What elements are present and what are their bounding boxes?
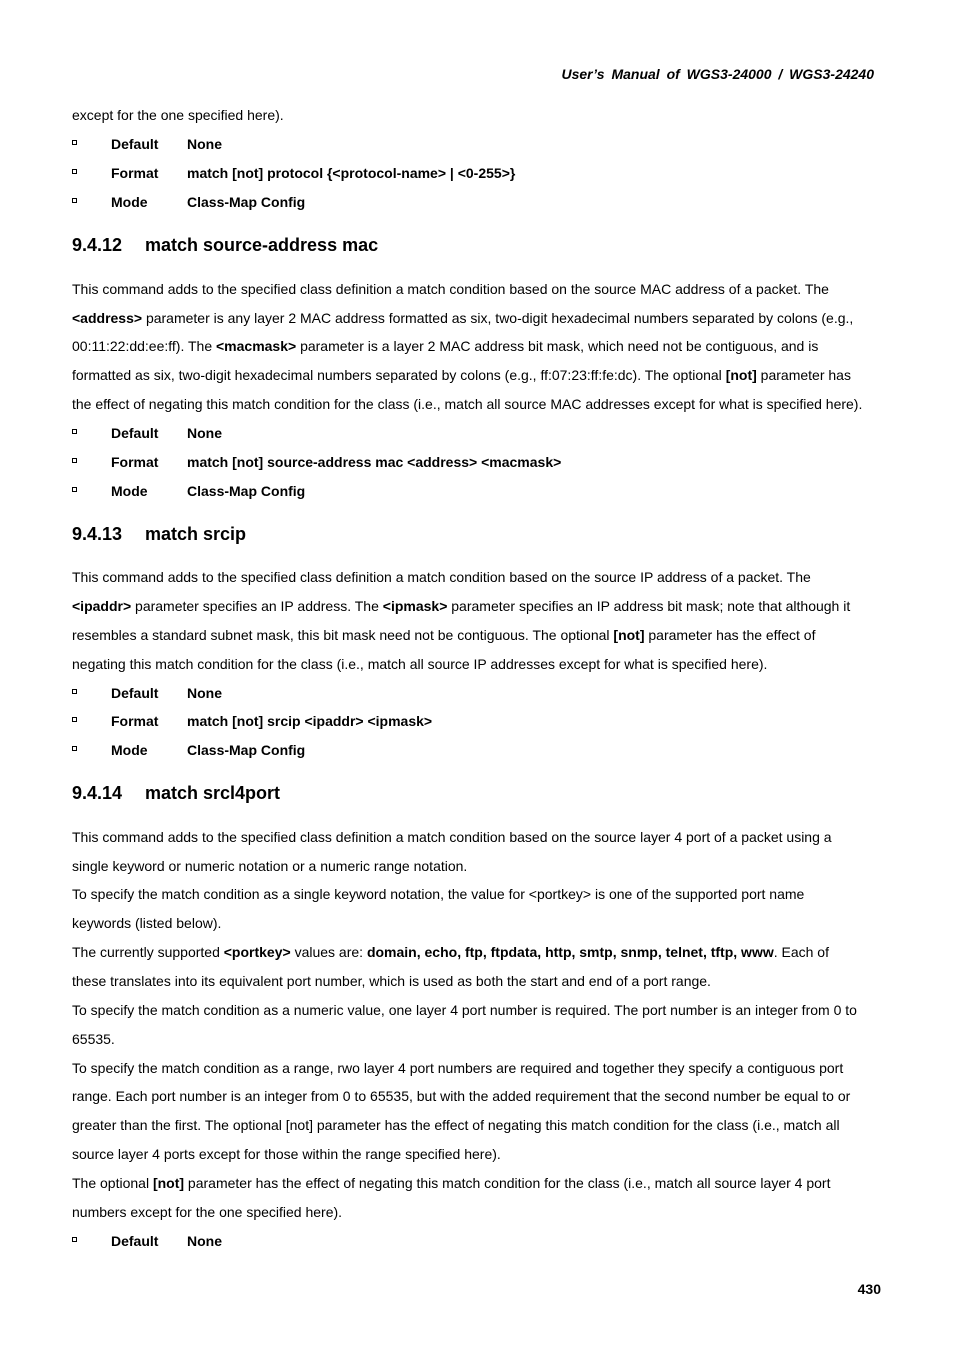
section-heading: 9.4.13 match srcip: [72, 524, 247, 544]
paragraph-line: numbers except for the one specified here).: [72, 1204, 343, 1220]
paragraph-line: keywords (listed below).: [72, 915, 222, 931]
paragraph-line: This command adds to the specified class definition a match condition based on the source IP address of a packet. The: [72, 569, 811, 585]
bullet-icon: [72, 717, 77, 722]
paragraph-line: The optional [not] parameter has the effect of negating this match condition for the class (i.e., match all source layer 4 port: [72, 1175, 831, 1191]
paragraph-line: This command adds to the specified class definition a match condition based on the source layer 4 port of a packet using a: [72, 829, 832, 845]
paragraph-line: To specify the match condition as a range, rwo layer 4 port numbers are required and together they specify a contiguous port: [72, 1060, 844, 1076]
paragraph-line: The currently supported <portkey> values are: domain, echo, ftp, ftpdata, http, smtp, snmp, telnet, tftp, www. Each of: [72, 944, 829, 960]
paragraph-line: source layer 4 ports except for those within the range specified here).: [72, 1146, 501, 1162]
paragraph-line: 65535.: [72, 1031, 115, 1047]
bullet-icon: [72, 169, 77, 174]
page-number: 430: [857, 1281, 881, 1297]
document-header: User’s Manual of WGS3-24000 / WGS3-24240: [561, 66, 874, 82]
paragraph-line: To specify the match condition as a single keyword notation, the value for <portkey> is one of the supported port name: [72, 886, 805, 902]
paragraph-line: negating this match condition for the class (i.e., match all source IP addresses except for what is specified here).: [72, 656, 768, 672]
paragraph-line: greater than the first. The optional [not] parameter has the effect of negating this match condition for the class (i.e., match all: [72, 1117, 840, 1133]
bullet-icon: [72, 458, 77, 463]
section-heading: 9.4.14 match srcl4port: [72, 783, 281, 803]
paragraph-line: single keyword or numeric notation or a numeric range notation.: [72, 858, 468, 874]
bullet-icon: [72, 429, 77, 434]
paragraph-line: these translates into its equivalent port number, which is used as both the start and end of a port range.: [72, 973, 711, 989]
paragraph-line: <ipaddr> parameter specifies an IP address. The <ipmask> parameter specifies an IP address bit mask; note that although it: [72, 598, 851, 614]
bullet-icon: [72, 198, 77, 203]
bullet-icon: [72, 746, 77, 751]
paragraph-line: To specify the match condition as a numeric value, one layer 4 port number is required. The port number is an integer from 0 to: [72, 1002, 857, 1018]
paragraph-line: This command adds to the specified class definition a match condition based on the source MAC address of a packet. The: [72, 281, 829, 297]
continuation-text: except for the one specified here).: [72, 107, 284, 123]
paragraph-line: <address> parameter is any layer 2 MAC address formatted as six, two-digit hexadecimal numbers separated by colons (e.g.,: [72, 310, 854, 326]
section-heading: 9.4.12 match source-address mac: [72, 235, 379, 255]
paragraph-line: the effect of negating this match condition for the class (i.e., match all source MAC addresses except for what is specified here).: [72, 396, 863, 412]
bullet-icon: [72, 487, 77, 492]
paragraph-line: range. Each port number is an integer from 0 to 65535, but with the added requirement that the second number be equal to or: [72, 1088, 851, 1104]
paragraph-line: 00:11:22:dd:ee:ff). The <macmask> parameter is a layer 2 MAC address bit mask, which need not be contiguous, and is: [72, 338, 819, 354]
paragraph-line: resembles a standard subnet mask, this bit mask need not be contiguous. The optional [not] parameter has the effect of: [72, 627, 816, 643]
paragraph-line: formatted as six, two-digit hexadecimal numbers separated by colons (e.g., ff:07:23:ff:fe:dc). The optional [not] parameter has: [72, 367, 851, 383]
bullet-icon: [72, 1237, 77, 1242]
bullet-icon: [72, 689, 77, 694]
bullet-icon: [72, 140, 77, 145]
